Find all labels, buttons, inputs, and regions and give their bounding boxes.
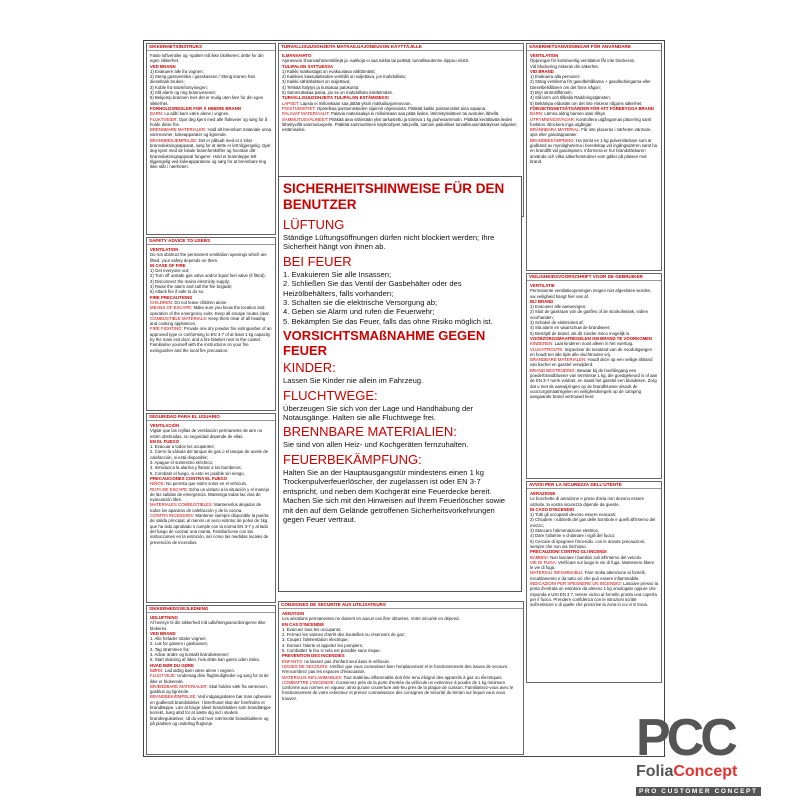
panel-line: MATERIALI INFIAMMABILI: Fare molta attenzione ai fornelli, riscaldamento e da tutto ciò che può essere infiammabile. bbox=[530, 570, 646, 581]
panel-de-materials-heading: BRENNBARE MATERIALIEN: bbox=[283, 424, 457, 440]
panel-fi-title: TURVALLISUUSOHJEITA MATKAILUAJONEUVON KÄYTTÄJILLE bbox=[279, 44, 523, 51]
panel-line: COMBUSTIBLE MATERIALS: Keep them clear of all heating and cooking appliances. bbox=[150, 315, 266, 327]
panel-line: Le bocchette di aerazione e prese d'aria non devono essere ostruite, la vostra sicurezza dipende da queste. bbox=[530, 496, 645, 507]
panel-line: FLUGTVEJE: Undersøg dine flugtmuligheder og sørg for at de ikke er blokerede. bbox=[150, 673, 269, 684]
panel-line: BRAND BESTRIJDING: Bewaar bij de hoofdingang een poederbrandblusser van tenminste 1 kg, die goedgekeurd is of aan de EN 3-7 norm voldoet, en naast het gasstel een blusdeken. Zorg dat u met de aanwijzingen op de brandblusser alsook de voorzorgsmaatregelen en veiligheidsregels op de camping aangaande brand vertrouwd bent. bbox=[530, 367, 658, 400]
panel-de-precaution-heading: VORSICHTSMAßNAHME GEGEN FEUER bbox=[283, 328, 486, 359]
foliaconcept-logo bbox=[636, 709, 786, 795]
panel-line: Öppningar för kontinuerlig ventilation får inte blockeras. bbox=[530, 58, 636, 64]
panel-line: 5. Combattez le feu si cela est possible sans risque. bbox=[282, 648, 381, 654]
panel-line: 5) Cercare di spegnere l'incendio, con le dovute precauzioni, sempre che non sia rischioso. bbox=[530, 538, 646, 549]
panel-line: 2. Fermez les vannes d'arrêt des bouteilles ou réservoirs de gaz; bbox=[282, 632, 406, 638]
panel-line: VOORZORGSMAATREGELEN OM BRAND TE VOORKOMEN bbox=[530, 335, 653, 341]
panel-line: ILMANVAIHTO bbox=[282, 53, 312, 58]
logo-letters-text: PCC bbox=[636, 709, 734, 767]
panel-line: PALAVAT MATERIAALIT: Palavia materiaaleja ei milloinkaan saa pitää lieden, lämmityslaitteen tai avotulen lähellä. bbox=[282, 111, 500, 117]
panel-line: 3) Koble fra strømforsyningen; bbox=[150, 84, 208, 90]
panel-line: 4. Introduzca la alarma y llamar a los bomberos; bbox=[150, 465, 242, 471]
panel-line: 3) Bryt strömtillförseln; bbox=[530, 90, 573, 96]
panel-line: 4) Sla alarm en waarschuw de brandweer; bbox=[530, 325, 611, 331]
panel-line: 3) Schakel de elektriciteit af; bbox=[530, 320, 584, 326]
panel-line: IN CASE OF FIRE bbox=[150, 262, 186, 268]
panel-line: LAPSET: Lapsia ei milloinkaan saa jättää yksin matkailuajoneuvoon. bbox=[282, 100, 412, 106]
panel-line: Do not obstruct the permanent ventilation openings which are fitted, your safety depends on them. bbox=[150, 252, 267, 263]
panel-line: POISTUMISTIET: Opetelkaa poistumisteiden sijainnit ohjeistoista. Pitäkää kaikki poistumistiet aina vapaina. bbox=[282, 105, 487, 111]
panel-line: 2) Steng gassventilen i gasskassen / Steng kranen hvis dieseltank brukes; bbox=[150, 74, 256, 85]
panel-line: BRANDBEKÄMPNING: Ha minst en 1-kg pulversläckare som är godkänd av myndigheterna i beredskap vid ingångsdörren samt ha en brandfilt vid gasolspisen. Informera er hur brandsläckaren används och vilka säkerhetsrutiner som gäller på platsen mot brand. bbox=[530, 137, 658, 164]
panel-line: NIÑOS: No permita que estén solos en el vehículo. bbox=[150, 481, 248, 487]
panel-de-fire-step: 4. Geben sie Alarm und rufen die Feuerwehr; bbox=[283, 307, 435, 317]
panel-line: IN CASO D'INCENDIO bbox=[530, 506, 575, 512]
panel-line: 2. Cierre la válvula del tanque de gas o el tanque de aceite de calefacción, si está disponible; bbox=[150, 449, 269, 460]
panel-line: BRENNBARE MATERIALER: Hold alt brennbart materiale unna varmeovner, kokeapparater og lignende. bbox=[150, 127, 272, 138]
panel-line: Af hensyn til din sikkerhed må udluftningsanordningerne ikke blokeres. bbox=[150, 620, 266, 631]
panel-line: FIRE FIGHTING: Provide one dry powder fire extinguisher of an approved type or conforming to EN 3-7 of at least 1 kg capacity by the main exit door, and a fire blanket next to the cooker. Familiarise yourself with the instructions on your fire extinguisher and the local fire precaution. bbox=[150, 326, 272, 353]
panel-line: BRANDBEKÆMPELSE: Ved indgangsdøren bør man opbevare en godkendt brandslukker. I førerhuset skal der forefindes et brandtæppe. Lær at bruge såvel brandslukker som brandtæppe korrekt. Sørg altid for at sætte dig ind i stedets brandreguleativer, så du ved hvor nærmeste brandslukkere og på pladsen og underlag flugtveje. bbox=[150, 694, 272, 726]
panel-line: INDICAZIONI PER SPEGNERE UN INCENDIO: Lasciare presso la porta d'entrata un estintore da almeno 1 kg omologato oppure che risponda a UNI EN 3 7, tenere vicino al fornello pronta una coperta per il fuoco. Prendere confidenza con le istruzioni scritte sull'estintore e di quelle che prescrive la zona in cui vi si trova. bbox=[530, 581, 658, 608]
panel-line: VENTILATIE bbox=[530, 283, 555, 288]
panel-line: 5. Combatir el fuego, si esto es posible sin riesgo. bbox=[150, 470, 245, 476]
panel-line: EN CAS D'INCENDIE bbox=[282, 621, 325, 627]
panel-line: PREVENTION DES INCENDIES bbox=[282, 653, 345, 659]
panel-line: Ajoneuvon ilmanvaihtoventtiilejä ja -aukkoja ei saa tukkia tai peittää; turvallisuutenne riippuu niistä. bbox=[282, 58, 470, 64]
panel-line: 5) Bekämpa elduslän om det inte riskerar någons säkerhet. bbox=[530, 100, 643, 106]
panel-line: 3) Disconnect the mains electricity supply; bbox=[150, 278, 231, 284]
panel-line: 1. Evacuar a todos los ocupantes; bbox=[150, 444, 215, 450]
panel-de-vent-heading: LÜFTUNG bbox=[283, 217, 345, 232]
panel-line: 1. Evacuez tous les occupants; bbox=[282, 626, 342, 632]
panel-line: UDLUFTNING bbox=[150, 615, 178, 620]
panel-de-kids-text: Lassen Sie Kinder nie allein im Fahrzeug. bbox=[283, 376, 424, 386]
panel-line: HVAD BØR DU GØRE bbox=[150, 662, 194, 668]
panel-line: 2) Sluit de gaskraan van de gasfles of de stookolietank, indien voorhanden; bbox=[530, 309, 649, 320]
panel-no-body bbox=[147, 51, 275, 172]
panel-line: CHILDREN: Do not leave children alone. bbox=[150, 299, 228, 305]
panel-line: 5. Start slukning af ilden, hvis dette kan gøres uden risiko. bbox=[150, 657, 261, 663]
panel-line: FLUKTVEIER: Gjør deg kjent med alle fluktveier og sørg for å holde disse frie. bbox=[150, 116, 268, 127]
panel-de-escape-text: Überzeugen Sie sich von der Lage und Handhabung der Notausgänge. Halten sie alle Fluchtwege frei. bbox=[283, 403, 473, 423]
panel-line: 2) Stäng ventilerna för gasolbehållarna + gasolledningarna eller Dieselbehållaren om det finns någon; bbox=[530, 79, 651, 90]
panel-line: MATERIAUX INFLAMMABLES: Tout matériau inflammable doit être tenu éloigné des appareils à gaz ou électriques. bbox=[282, 674, 503, 680]
panel-line: 1) Evacueer alle aanwezigen; bbox=[530, 304, 587, 310]
panel-line: 1) Get everyone out; bbox=[150, 268, 190, 274]
panel-line: 2) Turn off outside gas valve and/or liquid fuel valve (if fitted); bbox=[150, 273, 266, 279]
panel-line: RUTA DE ESCAPE: Echa un vistazo a la situación y el manejo de las salidas de emergencia. Mantenga todas las vías de evacuación libre. bbox=[150, 486, 270, 503]
panel-en bbox=[146, 237, 276, 411]
panel-line: 3) Staccare l'alimentazione elettrica; bbox=[530, 528, 599, 534]
panel-no-title: SIKKERHETSINSTRUKS bbox=[147, 44, 275, 51]
panel-no bbox=[146, 43, 276, 235]
panel-line: 4) Tehkää hälytys ja kutsukaa palokunta; bbox=[282, 84, 360, 90]
panel-da bbox=[146, 605, 276, 755]
panel-line: PRECAUCIONES CONTRA EL FUEGO bbox=[150, 475, 228, 481]
panel-sv-body bbox=[527, 51, 661, 166]
panel-line: AERAZIONE bbox=[530, 491, 556, 496]
panel-line: VIE DI FUGA: Verificare sul luogo le vie di fuga. Mantenere libere le vie di fuga. bbox=[530, 559, 655, 571]
panel-fr-title: CONSIGNES DE SECURITE AUX UTILISATEURS bbox=[279, 602, 523, 609]
panel-line: 5) Sammuttakaa paloa, jos se on mahdollista riskittömästi. bbox=[282, 90, 393, 96]
panel-en-body bbox=[147, 245, 275, 355]
panel-de-vent-text: Ständige Lüftungsöffnungen dürfen nicht blockiert werden; Ihre Sicherheit hängt von ihnen ab. bbox=[283, 233, 495, 252]
panel-line: 3) Kaikki sähkölaitteet on suljettava; bbox=[282, 79, 351, 85]
logo-letters bbox=[636, 709, 786, 767]
panel-line: VENTILATION bbox=[150, 247, 179, 252]
panel-line: VLUCHTROUTE: Inspecteer de toestand van de nooduitgangen en houdt ten alle tijde alle vluchtroutes vrij. bbox=[530, 346, 653, 357]
panel-es bbox=[146, 413, 276, 603]
panel-line: PRECAUZIONI CONTRO GLI INCENDI bbox=[530, 549, 607, 555]
panel-line: TURVALLISUUSOHJEITA TULIPALON ESTÄMISEKSI bbox=[282, 95, 389, 101]
panel-line: 1. Alle forlader straks vognen; bbox=[150, 636, 207, 642]
logo-brand bbox=[636, 764, 786, 780]
panel-da-title: SIKKERHEDSVEJLEDNING bbox=[147, 606, 275, 613]
panel-line: 4) Slå alarm og ring brannvesenet; bbox=[150, 90, 216, 96]
logo-brand-b: Concept bbox=[673, 763, 738, 780]
panel-de-fire-step: 2. Schließen Sie das Ventil der Gasbehälter oder des Heizölbehälters, falls vorhanden; bbox=[283, 279, 462, 298]
panel-line: VENTILATION bbox=[530, 53, 559, 58]
panel-es-title: SEGURIDAD PARA EL USUARIO bbox=[147, 414, 275, 421]
panel-de-fire-step: 5. Bekämpfen Sie das Feuer, falls das ohne Risiko möglich ist. bbox=[283, 316, 493, 326]
panel-line: Vigilar que las rejillas de ventilación permanente de aire no estén obstruidas, su seguridad depende de ellas. bbox=[150, 428, 263, 439]
panel-fr bbox=[278, 601, 524, 755]
panel-line: 1) Evakuere alle fra vognen; bbox=[150, 68, 204, 74]
panel-line: 4. Advar andre og kontakt brandvæsenet; bbox=[150, 652, 229, 658]
panel-line: 2) Chiudere i rubinetti del gas delle bombole e quelli all'interno del mezzo; bbox=[530, 517, 656, 528]
panel-line: 4. Donnez l'alerte et appelez les pompiers; bbox=[282, 642, 364, 648]
panel-line: BARN: La aldri barn være alene i vognen. bbox=[150, 111, 230, 117]
panel-line: BØRN: Lad aldrig børn være alene i vognen. bbox=[150, 667, 236, 673]
panel-da-body bbox=[147, 613, 275, 728]
panel-line: FORHOLDSREGLER FOR Å HINDRE BRANN bbox=[150, 105, 241, 111]
panel-es-body bbox=[147, 421, 275, 547]
panel-de-escape-heading: FLUCHTWEGE: bbox=[283, 387, 378, 403]
panel-line: 2. Luk for gassen i gaskassen; bbox=[150, 641, 209, 647]
panel-line: Les aérations permanentes ne doivent en aucun cas être obturées. Votre sécurité en dépend. bbox=[282, 616, 460, 622]
panel-nl-title: VEILIGHEIDSVOORSCHRIFT VOOR DE GEBRUIKER bbox=[527, 274, 661, 281]
panel-line: TULIPALON SATTUESSA bbox=[282, 63, 334, 69]
panel-it bbox=[526, 481, 662, 683]
panel-line: AERATION bbox=[282, 611, 305, 616]
panel-line: MATERIALES COMBUSTIBLES: Mantenerlos alejados de todos los aparatos de calefacción y de la cocina. bbox=[150, 502, 261, 513]
panel-line: 4) Raise the alarm and call the fire brigade; bbox=[150, 284, 233, 290]
panel-line: COMBATTRE L'INCENDIE: Conservez près de la porte d'entrée du véhicule un extincteur à poudre de 1 kg minimum conforme aux normes en vigueur, ainsi qu'une couverture anti-feu près de la plaque de cuisson. Familiarisez-vous avec le fonctionnement de votre extincteur et prenez connaissance des consignes de sécurité du terrain sur lequel vous vous trouvez. bbox=[282, 679, 514, 701]
panel-nl bbox=[526, 273, 662, 479]
panel-line: Permanente ventilatieopeningen mogen niet afgesloten worden, uw veiligheid hangt hier van af. bbox=[530, 288, 652, 299]
panel-line: 1) Kaikki matkustajat on evakuoitava välittömästi; bbox=[282, 68, 376, 74]
panel-line: CONTRA INCENDIOS: Mantener siempre disponible la puerta de salida principal, al menos un seco extintor de polvo de 1kg que ha sido aprobado o cumple con la norma EN 3-7 y al lado del fuego de cocinar una manta. Familiarícese con las instrucciones en la extinción, así como las medidas locales de prevención de incendios. bbox=[150, 513, 269, 545]
panel-line: VED BRAND bbox=[150, 630, 176, 636]
panel-line: 5) Bestrijdt de brand, als dit zonder risico mogelijk is. bbox=[530, 330, 631, 336]
panel-fr-body bbox=[279, 609, 523, 703]
panel-line: BARN: Lämna aldrig barnen utan tillsyn. bbox=[530, 111, 607, 117]
panel-line: EN EL FUEGO bbox=[150, 438, 180, 444]
panel-line: VENTILACIÓN bbox=[150, 423, 180, 428]
panel-line: 5) Bekjemp brannen hvis det er mulig uten fare for din egen sikkerhet. bbox=[150, 95, 264, 106]
logo-tagline: PRO CUSTOMER CONCEPT bbox=[636, 787, 761, 796]
panel-de-fire-step: 1. Evakuieren Sie alle Insassen; bbox=[283, 269, 392, 279]
panel-de-fire-step: 3. Schalten sie die elektrische Versorgung ab; bbox=[283, 298, 438, 308]
panel-de-firefighting-text: Halten Sie an der Hauptausgangstür mindestens einen 1 kg Trockenpulverfeuerlöscher, der zugelassen ist oder EN 3-7 entspricht, und neben dem Kochgerät eine Feuerdecke bereit. Machen Sie sich mit den Hinweisen auf Ihrem Feuerlöscher sowie mit den auf dem Gelände getroffenen Sicherheitsvorkehrungen gegen Feuer vertraut. bbox=[283, 467, 506, 524]
panel-line: 4) Dare l'allarme e chiamare i vigili del fuoco; bbox=[530, 533, 616, 539]
panel-de bbox=[278, 176, 522, 592]
panel-line: BRANNBEKJEMPELSE: Det er påbudt med et 2 kilos brannslukningsapparat, sørg for at dette er lett tilgjengelig. Gjør deg kjent med de lokale brannforskrifter og hvordan ditt brannslukningsapparat fungerer. Hold et brannteppe lett tilgjengelig ved kokeapparatene og sørg for at brennbare ting ikke står i nærheten. bbox=[150, 137, 271, 170]
panel-line: 5) Attack fire if safe to do so. bbox=[150, 289, 205, 295]
panel-line: ISSUES DE SECOURS: Vérifiez que vous connaissez bien l'emplacement et le fonctionnement des issues de secours. N'encombrez pas les espaces d'évacuation. bbox=[282, 663, 509, 675]
panel-de-title: SICHERHEITSHINWEISE FÜR DEN BENUTZER bbox=[283, 181, 505, 212]
panel-line: 3. Apague el suministro eléctrico; bbox=[150, 460, 214, 466]
panel-line: VED BRANN bbox=[150, 63, 176, 69]
panel-nl-body bbox=[527, 281, 661, 402]
panel-line: Faste luftventiler og -spalter må ikke blokkeres; dette for din egen sikkerhet. bbox=[150, 53, 264, 64]
panel-line: 2) Kaikkien kaasulaitteiden venttiilit on suljettava, jos mahdollista; bbox=[282, 74, 406, 80]
panel-line: UTRYMNINGSVÄGAR: Kontrollera utgångarnas placering samt funktion. Blockera inga utgångar. bbox=[530, 116, 652, 127]
panel-de-fire-heading: BEI FEUER bbox=[283, 253, 352, 269]
panel-it-body bbox=[527, 489, 661, 610]
panel-en-title: SAFETY ADVICE TO USERS bbox=[147, 238, 275, 245]
panel-line: BRANDBARE MATERIALEN: Houdt deze op een veilige afstand van kachel en gasstel verwijderd. bbox=[530, 357, 653, 368]
panel-de-kids-heading: KINDER: bbox=[283, 360, 336, 376]
panel-line: VID BRAND bbox=[530, 68, 554, 74]
panel-line: BRÆNDBARE MATERIALER: Skal holdes væk fra varmeovn, gasblus og lignende. bbox=[150, 683, 268, 695]
panel-line: SAMMUTUSVÄLINEET: Pitäkää aina vähintään yksi tarkastettu ja toimiva 1 kg jauhesammutin. Pitäkää kerättävää lieden lähettyvillä sammutuspeite. Pitäkää sammuttimen käyttöohjeet näkyvillä, samoin paikalliset turvallisuusmääräykset tulipalon estämiseksi. bbox=[282, 116, 517, 133]
panel-line: BIJ BRAND bbox=[530, 298, 554, 304]
panel-line: 3. Coupez l'alimentation électrique; bbox=[282, 637, 349, 643]
panel-line: FIRE PRECAUTIONS bbox=[150, 294, 193, 300]
panel-it-title: AVVISI PER LA SICUREZZA DELL'UTENTE bbox=[527, 482, 661, 489]
panel-sv-title: SÄKERHETSANVISNINGAR FÖR ANVÄNDARE bbox=[527, 44, 661, 51]
panel-line: 3. Tag strømmen fra; bbox=[150, 646, 190, 652]
panel-line: FÖRSIKTIGHETSÅTGÄRDER FÖR ATT FÖREBYGGA BRAND bbox=[530, 105, 654, 111]
panel-line: MEANS OF ESCAPE: Make sure you know the location and operation of the emergency exits. Keep all escape routes clear. bbox=[150, 305, 270, 316]
panel-line: Vid blockering riskeras din säkerhet. bbox=[530, 63, 599, 69]
panel-line: BAMBINI: Non lasciare i bambini soli all'interno del veicolo. bbox=[530, 554, 643, 560]
logo-brand-a: Folia bbox=[636, 763, 674, 780]
panel-line: 1) Tutti gli occupanti devono essere evacuati; bbox=[530, 512, 616, 518]
panel-line: ENFANTS: ne laissez pas d'enfant seul dans le véhicule. bbox=[282, 658, 391, 664]
panel-de-materials-text: Sie sind von allen Heiz- und Kochgeräten fernzuhalten. bbox=[283, 440, 469, 450]
panel-de-firefighting-heading: FEUERBEKÄMPFUNG: bbox=[283, 451, 422, 467]
panel-line: 4) Slå larm och tillkalla Räddningstjänsten; bbox=[530, 95, 611, 101]
panel-line: BRÄNNBARA MATERIAL: Får inte placeras i närheten värmare, spis eller gasolapparater. bbox=[530, 127, 652, 138]
panel-sv bbox=[526, 43, 662, 271]
panel-line: 1) Evakuera alla personer; bbox=[530, 74, 581, 80]
panel-line: KINDEREN: Laat kinderen nooit alleen in het voertuig. bbox=[530, 341, 634, 347]
panel-fi-body bbox=[279, 51, 523, 134]
